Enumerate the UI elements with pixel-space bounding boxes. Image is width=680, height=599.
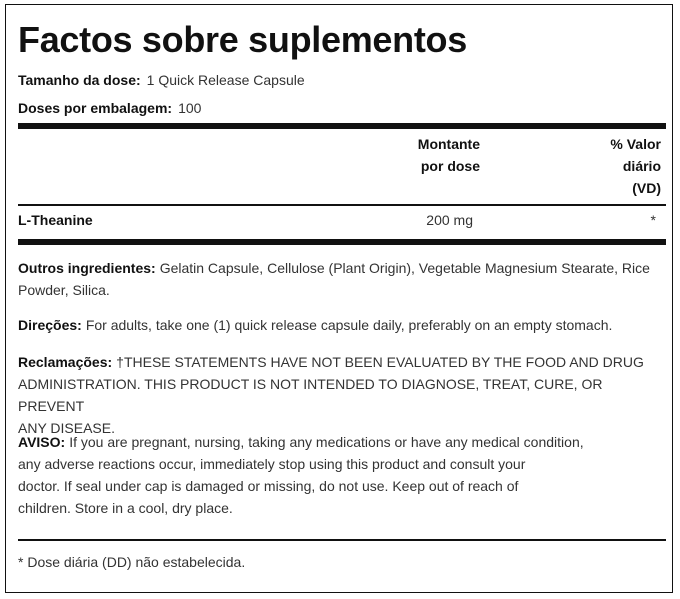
claims-text-line1: †THESE STATEMENTS HAVE NOT BEEN EVALUATED BY THE FOOD AND DRUG (116, 354, 644, 370)
directions-label: Direções: (18, 317, 82, 333)
dv-header-line1: % Valor (610, 136, 661, 152)
servings-per-container-value: 100 (178, 100, 202, 116)
claims-label: Reclamações: (18, 354, 113, 370)
warning-text-line2: any adverse reactions occur, immediately stop using this product and consult your (18, 456, 526, 472)
serving-size-label: Tamanho da dose: (18, 72, 141, 88)
warning-text-line1: If you are pregnant, nursing, taking any medications or have any medical condition, (69, 434, 584, 450)
amount-header-line2: por dose (420, 158, 480, 174)
servings-per-container-label: Doses por embalagem: (18, 100, 173, 116)
page-title: Factos sobre suplementos (18, 19, 467, 60)
ingredient-amount: 200 mg (426, 212, 473, 228)
warning (18, 431, 584, 519)
serving-size-row (18, 72, 305, 88)
claims (18, 351, 672, 439)
warning-label: AVISO: (18, 434, 66, 450)
ingredient-name: L-Theanine (18, 212, 93, 228)
warning-text-line4: children. Store in a cool, dry place. (18, 500, 233, 516)
other-ingredients (18, 257, 650, 301)
warning-text-line3: doctor. If seal under cap is damaged or missing, do not use. Keep out of reach of (18, 478, 519, 494)
header-divider (18, 123, 666, 129)
amount-header-line1: Montante (417, 136, 480, 152)
daily-value-header (596, 133, 661, 199)
supplement-facts-panel (5, 4, 673, 593)
other-ingredients-text-line2: Powder, Silica. (18, 282, 110, 298)
dv-header-line2: diário (622, 158, 661, 174)
footnote-divider (18, 539, 666, 541)
table-header-divider (18, 204, 666, 206)
claims-text-line2: ADMINISTRATION. THIS PRODUCT IS NOT INTENDED TO DIAGNOSE, TREAT, CURE, OR PREVENT (18, 376, 603, 414)
amount-per-serving-header (416, 133, 480, 177)
ingredient-daily-value: * (650, 212, 656, 228)
directions (18, 314, 612, 336)
dv-header-line3: (VD) (632, 180, 661, 196)
table-bottom-divider (18, 239, 666, 245)
directions-text: For adults, take one (1) quick release capsule daily, preferably on an empty stomach. (85, 317, 613, 333)
serving-size-value: 1 Quick Release Capsule (146, 72, 305, 88)
other-ingredients-text-line1: Gelatin Capsule, Cellulose (Plant Origin), Vegetable Magnesium Stearate, Rice (159, 260, 650, 276)
other-ingredients-label: Outros ingredientes: (18, 260, 156, 276)
servings-per-container-row (18, 100, 201, 116)
footnote: * Dose diária (DD) não estabelecida. (18, 554, 246, 570)
claims-text-line3: ANY DISEASE. (18, 420, 116, 436)
